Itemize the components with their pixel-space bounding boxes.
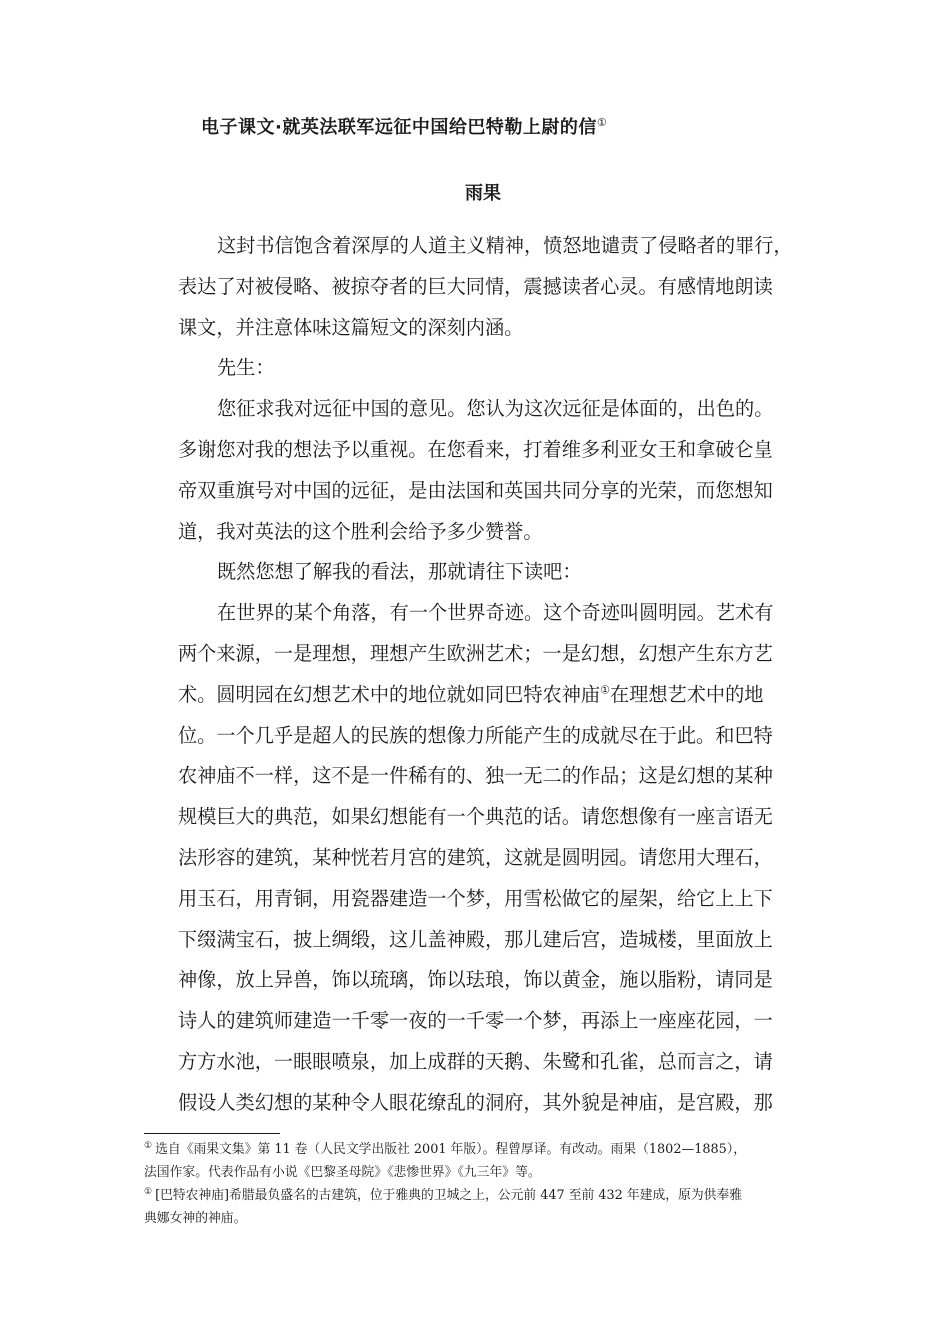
body-line: 法形容的建筑，某种恍若月宫的建筑，这就是圆明园。请您用大理石， (178, 845, 773, 869)
body-line: 规模巨大的典范，如果幻想能有一个典范的话。请您想像有一座言语无 (178, 805, 773, 829)
document-body (178, 226, 793, 1124)
body-line: 您征求我对远征中国的意见。您认为这次远征是体面的，出色的。 (217, 397, 774, 421)
footnote-text: 选自《雨果文集》第 11 卷（人民文学出版社 2001 年版）。程曾厚译。有改动。雨果（1802—1885）， (155, 1142, 747, 1157)
body-line: 下缀满宝石，披上绸缎，这儿盖神殿，那儿建后宫，造城楼，里面放上 (178, 927, 773, 951)
footnote-1-line: 法国作家。代表作品有小说《巴黎圣母院》《悲惨世界》《九三年》等。 (144, 1165, 541, 1180)
inline-footnote-mark[interactable]: ① (600, 683, 610, 697)
body-line: 这封书信饱含着深厚的人道主义精神，愤怒地谴责了侵略者的罪行， (217, 234, 793, 257)
author-name: 雨果 (465, 183, 501, 204)
body-line: 位。一个几乎是超人的民族的想像力所能产生的成就尽在于此。和巴特 (178, 723, 773, 747)
body-line: 农神庙不一样，这不是一件稀有的、独一无二的作品；这是幻想的某种 (178, 764, 773, 788)
footnote-2-line: 典娜女神的神庙。 (144, 1211, 247, 1226)
body-line: 既然您想了解我的看法，那就请往下读吧： (217, 560, 582, 584)
body-line: 诗人的建筑师建造一千零一夜的一千零一个梦，再添上一座座花园，一 (178, 1009, 773, 1033)
body-line: 两个来源，一是理想，理想产生欧洲艺术；一是幻想，幻想产生东方艺 (178, 641, 773, 665)
footnote-1-line (144, 1138, 804, 1161)
body-line: 假设人类幻想的某种令人眼花缭乱的洞府，其外貌是神庙，是宫殿，那 (178, 1090, 773, 1114)
body-line: 表达了对被侵略、被掠夺者的巨大同情，震撼读者心灵。有感情地朗读 (178, 274, 773, 298)
body-line: 多谢您对我的想法予以重视。在您看来，打着维多利亚女王和拿破仑皇 (178, 437, 773, 461)
body-line: 帝双重旗号对中国的远征，是由法国和英国共同分享的光荣，而您想知 (178, 478, 773, 502)
body-line: 用玉石，用青铜，用瓷器建造一个梦，用雪松做它的屋架，给它上上下 (178, 886, 773, 910)
footnote-text: [巴特农神庙]希腊最负盛名的古建筑，位于雅典的卫城之上，公元前 447 至前 432 年建成，原为供奉雅 (155, 1188, 743, 1203)
footnotes (144, 1138, 804, 1230)
body-line: 在世界的某个角落，有一个世界奇迹。这个奇迹叫圆明园。艺术有 (217, 601, 774, 625)
salutation: 先生： (217, 356, 275, 380)
body-line-part: 术。圆明园在幻想艺术中的地位就如同巴特农神庙 (178, 682, 601, 706)
title-text: 电子课文·就英法联军远征中国给巴特勒上尉的信 (201, 117, 597, 138)
body-line: 神像，放上异兽，饰以琉璃，饰以珐琅，饰以黄金，施以脂粉，请同是 (178, 968, 773, 992)
footnote-2-line (144, 1184, 804, 1207)
title-footnote-mark[interactable]: ① (596, 116, 608, 129)
footnote-mark: ① (144, 1140, 153, 1151)
footnote-separator (144, 1133, 280, 1134)
body-line: 道，我对英法的这个胜利会给予多少赞誉。 (178, 519, 543, 543)
body-line: 方方水池，一眼眼喷泉，加上成群的天鹅、朱鹭和孔雀，总而言之，请 (178, 1049, 773, 1073)
body-line: 课文，并注意体味这篇短文的深刻内涵。 (178, 315, 524, 339)
footnote-mark: ① (144, 1186, 153, 1197)
document-title (201, 113, 607, 139)
body-line-part: 在理想艺术中的地 (610, 682, 764, 706)
body-line-with-footnote (178, 675, 778, 716)
